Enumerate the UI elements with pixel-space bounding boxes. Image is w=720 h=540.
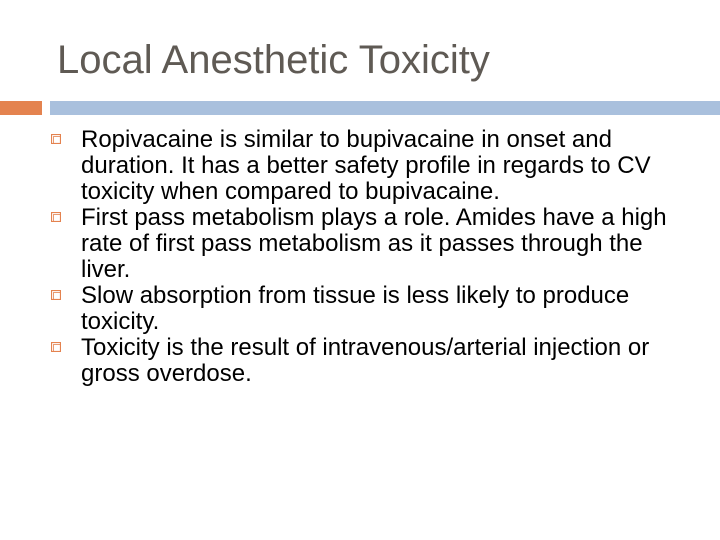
title-rule-bar <box>50 101 720 115</box>
hollow-square-bullet-icon <box>51 134 61 144</box>
accent-bar <box>0 101 42 115</box>
bullet-text: Toxicity is the result of intravenous/arterial injection or gross overdose. <box>81 334 650 387</box>
slide-title: Local Anesthetic Toxicity <box>57 38 490 82</box>
hollow-square-bullet-icon <box>51 342 61 352</box>
bullet-text: First pass metabolism plays a role. Amides have a high rate of first pass metabolism as it passes through the liver. <box>81 204 667 283</box>
hollow-square-bullet-icon <box>51 212 61 222</box>
bullet-item <box>51 205 671 283</box>
bullet-item <box>51 127 671 205</box>
bullet-text: Slow absorption from tissue is less likely to produce toxicity. <box>81 282 630 335</box>
bullet-item <box>51 283 671 335</box>
bullet-list <box>51 127 671 387</box>
bullet-item <box>51 335 671 387</box>
hollow-square-bullet-icon <box>51 290 61 300</box>
bullet-text: Ropivacaine is similar to bupivacaine in onset and duration. It has a better safety profile in regards to CV toxicity when compared to bupivacaine. <box>81 126 651 205</box>
